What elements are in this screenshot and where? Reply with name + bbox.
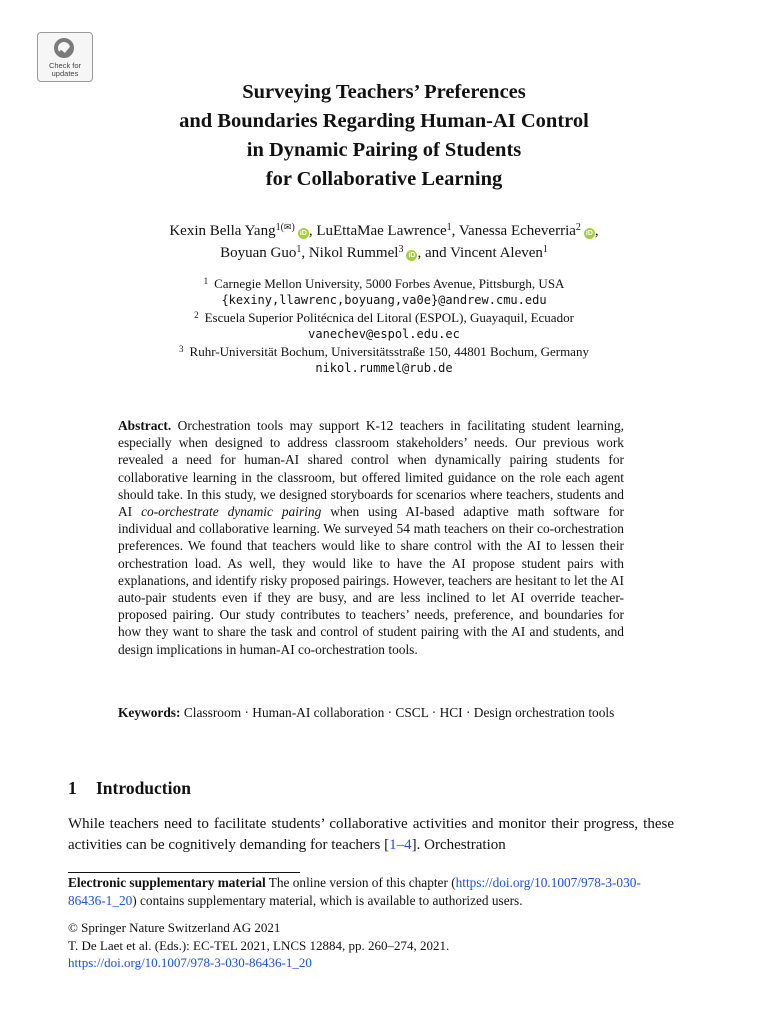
citation-link[interactable]: 1–4 (389, 836, 412, 853)
title-line: Surveying Teachers’ Preferences (242, 81, 526, 103)
abstract-label: Abstract. (118, 418, 172, 433)
envelope-icon: ✉ (283, 222, 292, 232)
email: {kexiny,llawrenc,boyuang,va0e}@andrew.cmu.edu (221, 293, 547, 307)
citation-info: T. De Laet et al. (Eds.): EC-TEL 2021, LNCS 12884, pp. 260–274, 2021. (68, 937, 450, 953)
title-line: for Collaborative Learning (265, 168, 503, 190)
supplementary-doi-link[interactable]: https://doi.org/10.1007/978-3-030-86436-1_20 (68, 875, 641, 908)
paper-title (84, 78, 684, 194)
section-number: 1 (68, 778, 77, 798)
check-for-updates-badge[interactable] (37, 32, 93, 82)
keywords: Keywords: Classroom · Human-AI collaboration · CSCL · HCI · Design orchestration tools (118, 705, 615, 720)
supplementary-note: Electronic supplementary material The online version of this chapter (https://doi.org/10.1007/978-3-030-86436-1_20) contains supplementary material, which is available to authorized users. (68, 875, 641, 908)
intro-paragraph: While teachers need to facilitate students’ collaborative activities and monitor their progress, these activities can be cognitively demanding for teachers [1–4]. Orchestration (68, 816, 674, 853)
copyright: © Springer Nature Switzerland AG 2021 (68, 920, 281, 935)
supplementary-label: Electronic supplementary material (68, 875, 266, 890)
author-name: , Nikol Rummel (301, 245, 399, 261)
author-name: , Vanessa Echeverria (451, 223, 576, 239)
author-list: Kexin Bella Yang$^{1(✉)}$iD , LuEttaMae Lawrence$^1$, Vanessa Echeverria$^2$iD , Boyuan Guo$^1$, Nikol Rummel$^3$iD , and Vincent Aleven$^1$ (169, 222, 599, 261)
abstract: Abstract. Orchestration tools may support K-12 teachers in facilitating student learning, especially when designed to address classroom stakeholders’ needs. Our previous work revealed a need for human-AI shared control when dynamically pairing students for collaborative learning in the classroom, but offered limited guidance on the role each agent should take. In this study, we designed storyboards for scenarios where teachers, students and AI co-orchestrate dynamic pairing when using AI-based adaptive math software for individual and collaborative learning. We surveyed 54 math teachers on their co-orchestration preferences. We found that teachers would like to share control with the AI to lessen their orchestration load. As well, they would like to have the AI propose student pairs with explanations, and identify risky proposed pairings. However, teachers are hesitant to let the AI auto-pair students even if they are busy, and are less inclined to let AI override teacher-proposed pairing. Our study contributes to teachers’ needs, preference, and boundaries for how they want to share the task and control of student pairing with the AI and students, and design implications in human-AI co-orchestration tools. (118, 418, 624, 657)
author-name: , LuEttaMae Lawrence (308, 223, 447, 239)
publication-footer (68, 919, 674, 972)
author-name: Kexin Bella Yang (169, 223, 276, 239)
author-name: , and Vincent Aleven (417, 245, 543, 261)
badge-label: Check for updates (48, 61, 82, 78)
affiliation-1: $^1$ Carnegie Mellon University, 5000 Forbes Avenue, Pittsburgh, USA {kexiny,llawrenc,boyuang,va0e}@andrew.cmu.edu (84, 275, 684, 309)
affiliation-3: $^3$ Ruhr-Universität Bochum, Universitätsstraße 150, 44801 Bochum, Germany nikol.rummel@rub.de (84, 343, 684, 377)
title-line: in Dynamic Pairing of Students (246, 139, 522, 161)
affiliation-2: $^2$ Escuela Superior Politécnica del Litoral (ESPOL), Guayaquil, Ecuador vanechev@espol.edu.ec (84, 309, 684, 343)
orcid-icon[interactable]: iD (585, 230, 593, 237)
title-line: and Boundaries Regarding Human-AI Control (179, 110, 589, 132)
section-heading (68, 778, 191, 799)
keywords-label: Keywords: (118, 705, 181, 720)
orcid-icon[interactable]: iD (299, 230, 307, 237)
check-icon (54, 38, 74, 58)
footnote-divider (68, 872, 300, 873)
author-name: Boyuan Guo (220, 245, 297, 261)
section-title: Introduction (96, 778, 191, 798)
orcid-icon[interactable]: iD (408, 252, 416, 259)
email: vanechev@espol.edu.ec (308, 327, 460, 341)
doi-link[interactable]: https://doi.org/10.1007/978-3-030-86436-1_20 (68, 955, 312, 970)
email: nikol.rummel@rub.de (315, 361, 453, 375)
